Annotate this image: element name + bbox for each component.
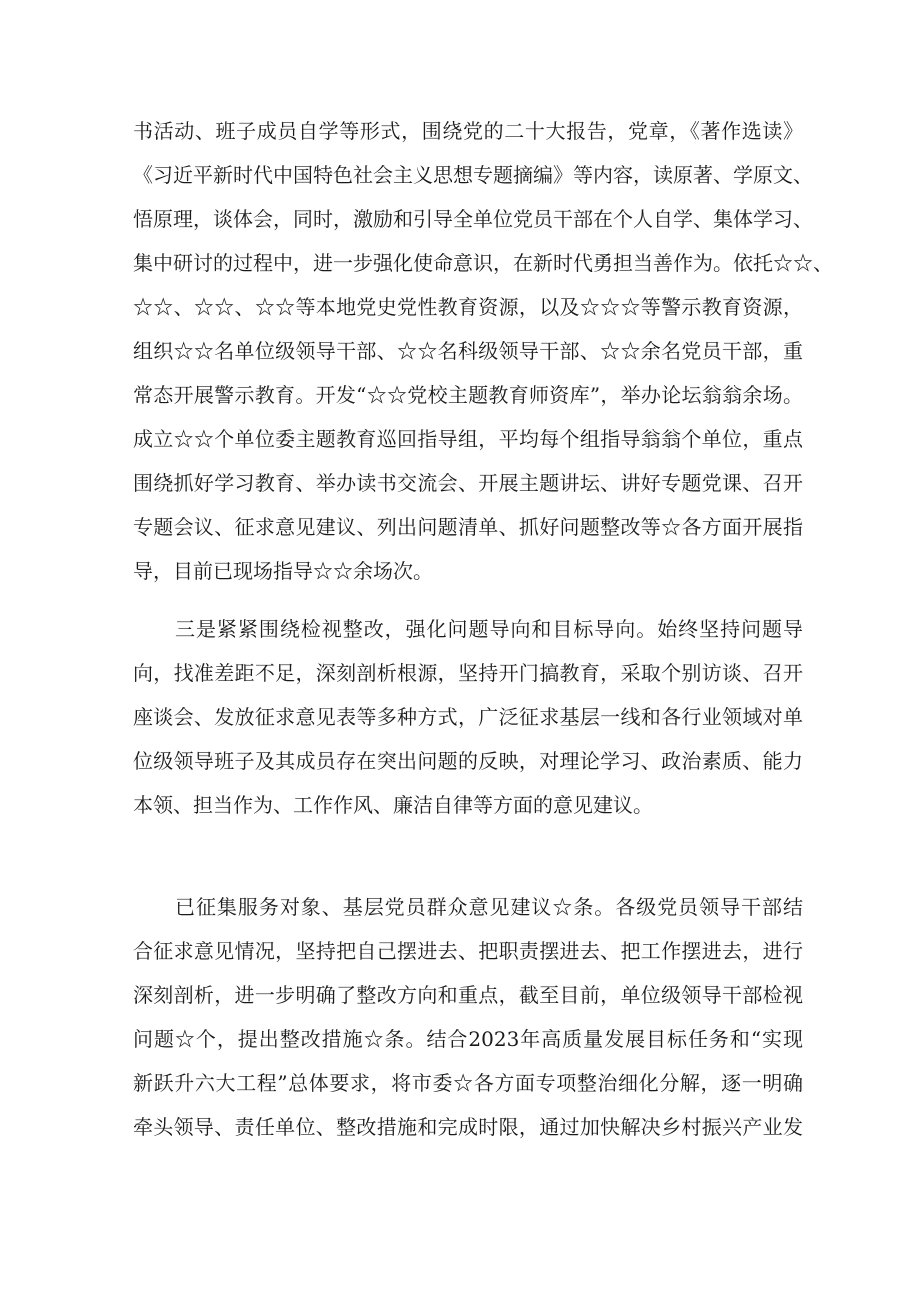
text-line: 围绕抓好学习教育、举办读书交流会、开展主题讲坛、讲好专题党课、召开 [133, 471, 803, 495]
text-line: 成立☆☆个单位委主题教育巡回指导组，平均每个组指导翁翁个单位，重点 [133, 427, 803, 451]
text-line: 书活动、班子成员自学等形式，围绕党的二十大报告，党章，《著作选读》 [133, 119, 803, 143]
text-line: 座谈会、发放征求意见表等多种方式，广泛征求基层一线和各行业领域对单 [133, 705, 803, 729]
text-line: 问题☆个，提出整改措施☆条。结合2023年高质量发展目标任务和“实现 [133, 1027, 803, 1051]
text-line: 组织☆☆名单位级领导干部、☆☆名科级领导干部、☆☆余名党员干部，重 [133, 339, 803, 363]
text-line: 导，目前已现场指导☆☆余场次。 [133, 559, 433, 583]
text-line: 已征集服务对象、基层党员群众意见建议☆条。各级党员领导干部结 [175, 895, 803, 919]
text-line: 新跃升六大工程”总体要求，将市委☆各方面专项整治细化分解，逐一明确 [133, 1071, 803, 1095]
text-line: 位级领导班子及其成员存在突出问题的反映，对理论学习、政治素质、能力 [133, 749, 803, 773]
text-line: 三是紧紧围绕检视整改，强化问题导向和目标导向。始终坚持问题导 [175, 617, 803, 641]
text-line: ☆☆、☆☆、☆☆等本地党史党性教育资源，以及☆☆☆等警示教育资源， [133, 295, 803, 319]
text-line: 常态开展警示教育。开发“☆☆党校主题教育师资库”，举办论坛翁翁余场。 [133, 383, 803, 407]
text-line: 深刻剖析，进一步明确了整改方向和重点，截至目前，单位级领导干部检视 [133, 983, 803, 1007]
text-line: 《习近平新时代中国特色社会主义思想专题摘编》等内容，读原著、学原文、 [133, 163, 813, 187]
text-line: 本领、担当作为、工作作风、廉洁自律等方面的意见建议。 [133, 793, 653, 817]
text-line: 专题会议、征求意见建议、列出问题清单、抓好问题整改等☆各方面开展指 [133, 515, 803, 539]
text-line: 向，找准差距不足，深刻剖析根源，坚持开门搞教育，采取个别访谈、召开 [133, 661, 803, 685]
text-line: 集中研讨的过程中，进一步强化使命意识，在新时代勇担当善作为。依托☆☆、 [133, 251, 833, 275]
text-line: 牵头领导、责任单位、整改措施和完成时限，通过加快解决乡村振兴产业发 [133, 1115, 803, 1139]
text-line: 合征求意见情况，坚持把自己摆进去、把职责摆进去、把工作摆进去，进行 [133, 939, 803, 963]
text-line: 悟原理，谈体会，同时，激励和引导全单位党员干部在个人自学、集体学习、 [133, 207, 813, 231]
